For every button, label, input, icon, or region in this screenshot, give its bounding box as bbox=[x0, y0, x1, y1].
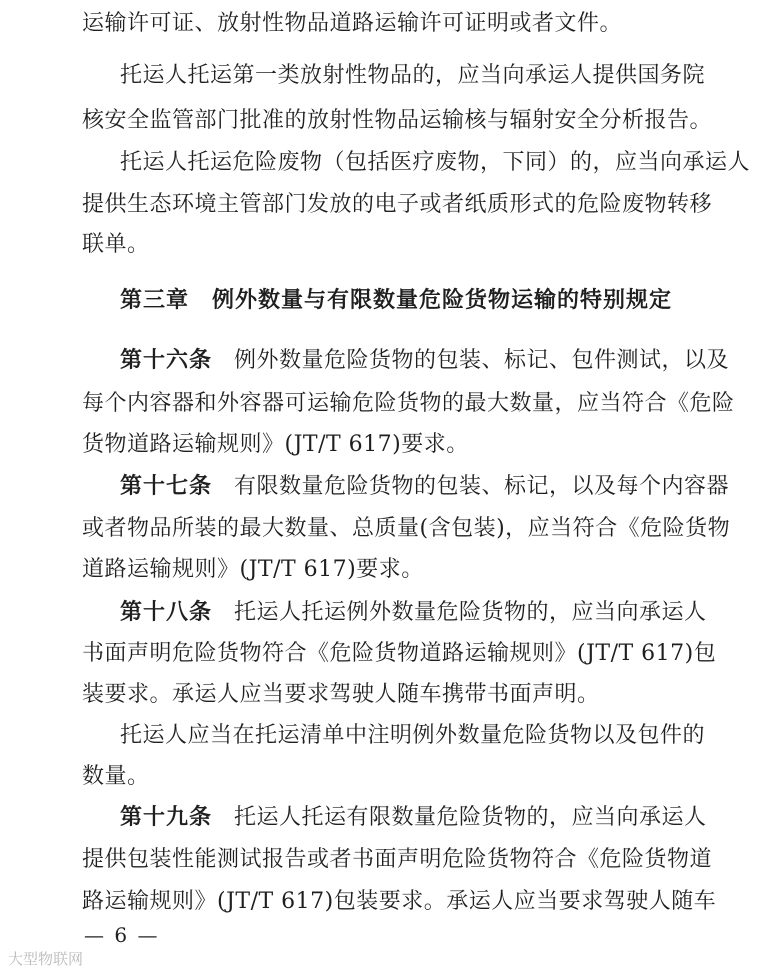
paragraph-line: 托运人应当在托运清单中注明例外数量危险货物以及包件的 bbox=[120, 723, 706, 748]
paragraph-line: 或者物品所装的最大数量、总质量(含包装)，应当符合《危险货物 bbox=[82, 516, 731, 541]
page-number: — 6 — bbox=[84, 923, 160, 947]
article-16-label: 第十六条 bbox=[120, 348, 213, 373]
watermark: 大型物联网 bbox=[8, 950, 84, 968]
article-19-line bbox=[120, 801, 707, 835]
paragraph-line: 托运人托运第一类放射性物品的，应当向承运人提供国务院 bbox=[120, 63, 706, 88]
article-18-text: 托运人托运例外数量危险货物的，应当向承运人 bbox=[234, 600, 707, 625]
paragraph-line: 核安全监管部门批准的放射性物品运输核与辐射安全分析报告。 bbox=[82, 108, 713, 133]
paragraph-line: 运输许可证、放射性物品道路运输许可证明或者文件。 bbox=[82, 11, 623, 36]
article-17-line bbox=[120, 470, 730, 504]
paragraph-line: 道路运输规则》(JT/T 617)要求。 bbox=[82, 557, 424, 582]
paragraph-line: 联单。 bbox=[82, 232, 150, 257]
paragraph-line: 数量。 bbox=[82, 764, 150, 789]
paragraph-line: 装要求。承运人应当要求驾驶人随车携带书面声明。 bbox=[82, 682, 600, 707]
article-17-text: 有限数量危险货物的包装、标记，以及每个内容器 bbox=[234, 474, 730, 499]
paragraph-line: 每个内容器和外容器可运输危险货物的最大数量，应当符合《危险 bbox=[82, 391, 735, 416]
paragraph-line: 书面声明危险货物符合《危险货物道路运输规则》(JT/T 617)包 bbox=[82, 641, 717, 666]
article-17-label: 第十七条 bbox=[120, 474, 213, 499]
article-18-line bbox=[120, 596, 707, 630]
paragraph-line: 提供生态环境主管部门发放的电子或者纸质形式的危险废物转移 bbox=[82, 192, 713, 217]
article-16-line bbox=[120, 344, 730, 378]
chapter-heading: 第三章 例外数量与有限数量危险货物运输的特别规定 bbox=[120, 288, 673, 313]
article-19-text: 托运人托运有限数量危险货物的，应当向承运人 bbox=[234, 805, 707, 830]
paragraph-line: 提供包装性能测试报告或者书面声明危险货物符合《危险货物道 bbox=[82, 847, 713, 872]
article-18-label: 第十八条 bbox=[120, 600, 213, 625]
paragraph-line: 路运输规则》(JT/T 617)包装要求。承运人应当要求驾驶人随车 bbox=[82, 889, 717, 914]
paragraph-line: 货物道路运输规则》(JT/T 617)要求。 bbox=[82, 432, 469, 457]
article-16-text: 例外数量危险货物的包装、标记、包件测试，以及 bbox=[234, 348, 730, 373]
article-19-label: 第十九条 bbox=[120, 805, 213, 830]
paragraph-line: 托运人托运危险废物（包括医疗废物，下同）的，应当向承运人 bbox=[120, 150, 751, 175]
